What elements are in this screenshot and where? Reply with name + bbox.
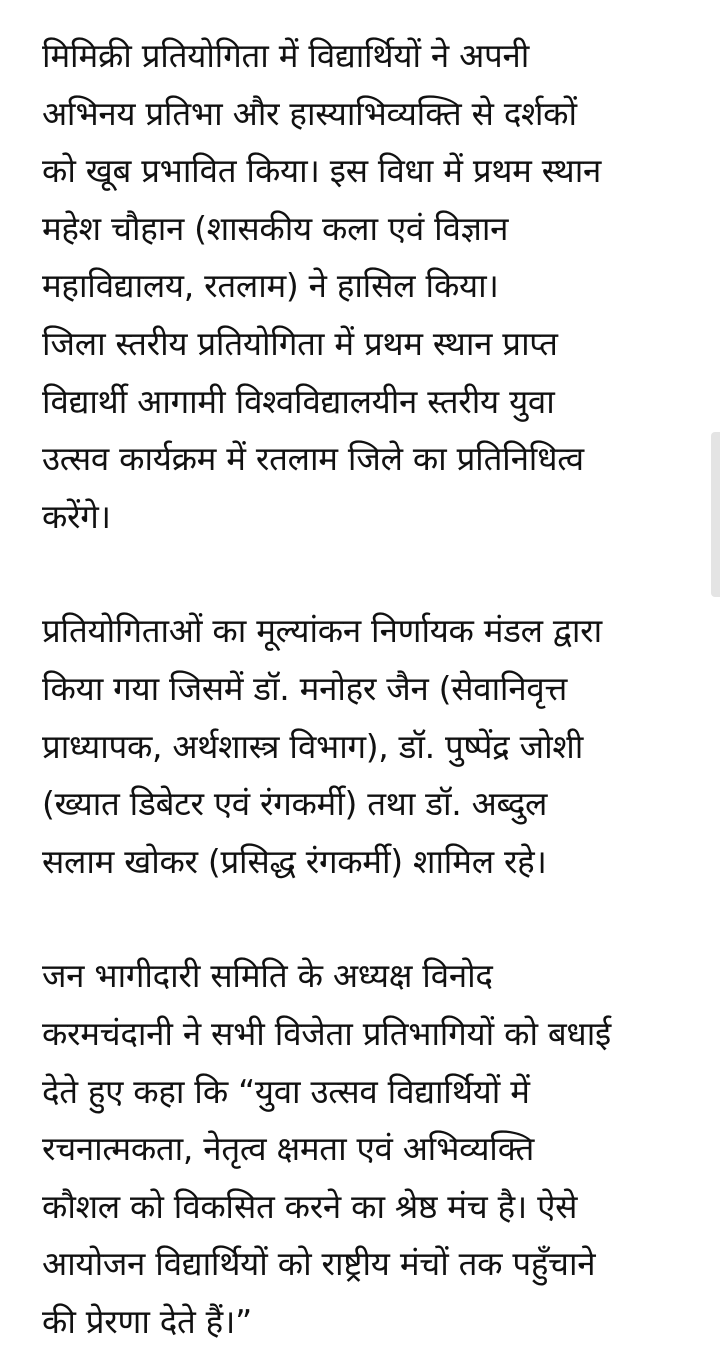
scrollbar-thumb[interactable]: [711, 432, 720, 597]
text-line: जिला स्तरीय प्रतियोगिता में प्रथम स्थान प्राप्त: [42, 323, 558, 363]
text-line: प्रतियोगिताओं का मूल्यांकन निर्णायक मंडल द्वारा: [42, 611, 602, 651]
text-line: करेंगे।: [42, 496, 111, 536]
text-line: उत्सव कार्यक्रम में रतलाम जिले का प्रतिनिधित्व: [42, 439, 584, 479]
article-body: [42, 27, 682, 1350]
paragraph-president-quote: [42, 947, 682, 1350]
text-line: जन भागीदारी समिति के अध्यक्ष विनोद: [42, 956, 493, 996]
text-line: को खूब प्रभावित किया। इस विधा में प्रथम स्थान: [42, 151, 601, 191]
paragraph-spacer: [42, 545, 682, 602]
text-line: महाविद्यालय, रतलाम) ने हासिल किया।: [42, 266, 499, 306]
text-line: विद्यार्थी आगामी विश्वविद्यालयीन स्तरीय युवा: [42, 381, 555, 421]
text-line: अभिनय प्रतिभा और हास्याभिव्यक्ति से दर्शकों: [42, 93, 577, 133]
text-line: कौशल को विकसित करने का श्रेष्ठ मंच है। ऐसे: [42, 1186, 578, 1226]
text-line: प्राध्यापक, अर्थशास्त्र विभाग), डॉ. पुष्पेंद्र जोशी: [42, 726, 584, 766]
text-line: सलाम खोकर (प्रसिद्ध रंगकर्मी) शामिल रहे।: [42, 841, 547, 881]
text-line: की प्रेरणा देते हैं।”: [42, 1301, 252, 1341]
text-line: मिमिक्री प्रतियोगिता में विद्यार्थियों ने अपनी: [42, 36, 530, 75]
text-line: (ख्यात डिबेटर एवं रंगकर्मी) तथा डॉ. अब्दुल: [42, 784, 548, 824]
paragraph-spacer: [42, 890, 682, 947]
paragraph-judges: [42, 602, 682, 890]
text-line: महेश चौहान (शासकीय कला एवं विज्ञान: [42, 208, 509, 248]
text-line: किया गया जिसमें डॉ. मनोहर जैन (सेवानिवृत्त: [42, 668, 567, 708]
text-line: रचनात्मकता, नेतृत्व क्षमता एवं अभिव्यक्ति: [42, 1129, 534, 1169]
text-line: करमचंदानी ने सभी विजेता प्रतिभागियों को बधाई: [42, 1013, 611, 1053]
text-line: आयोजन विद्यार्थियों को राष्ट्रीय मंचों तक पहुँचाने: [42, 1244, 596, 1284]
text-line: देते हुए कहा कि “युवा उत्सव विद्यार्थियों में: [42, 1071, 530, 1111]
paragraph-mimicry-result: [42, 27, 682, 545]
